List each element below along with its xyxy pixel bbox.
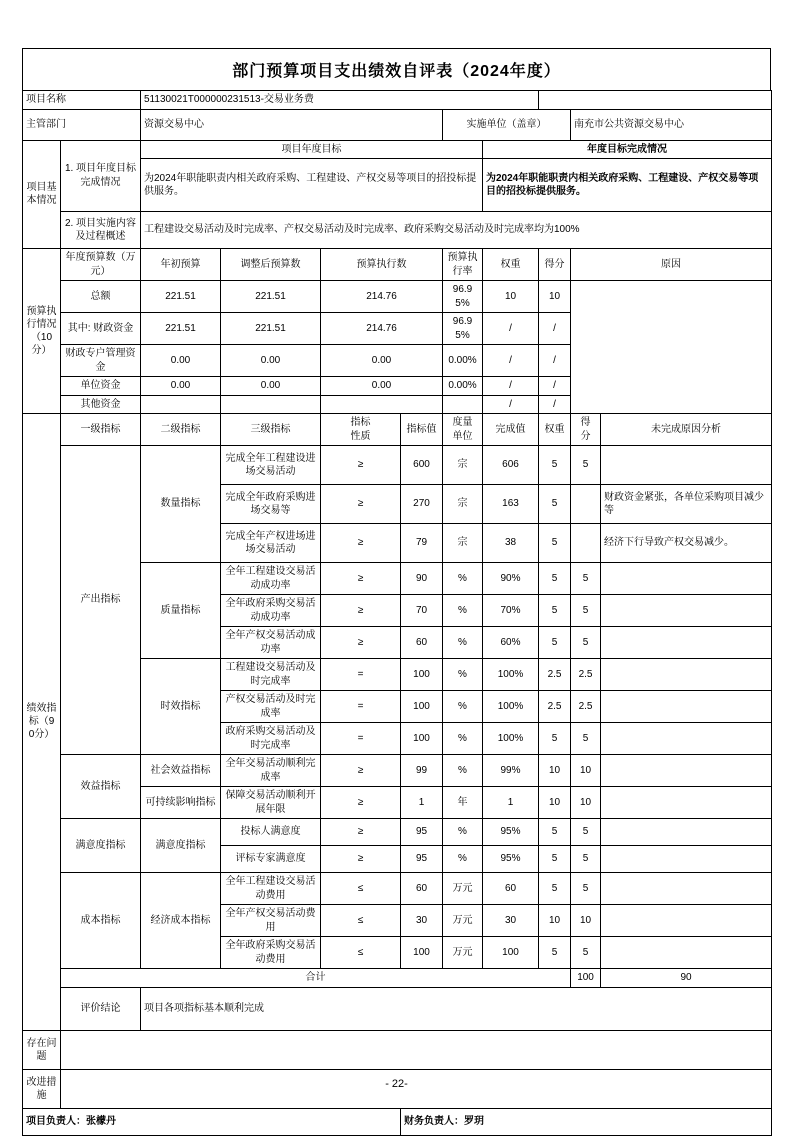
perf-target: 100: [401, 691, 443, 723]
perf-note: [601, 627, 772, 659]
goal-header: 项目年度目标: [141, 140, 483, 159]
budget-section-label: [23, 249, 61, 414]
perf-actual: 95%: [483, 846, 539, 873]
perf-score: 5: [571, 723, 601, 755]
budget-row-weight: /: [483, 377, 539, 396]
table-row-conclusion: [23, 987, 772, 1030]
conclusion-label: [61, 987, 141, 1030]
perf-level3: 全年政府采购交易活动费用: [221, 937, 321, 969]
perf-score: 5: [571, 819, 601, 846]
perf-weight: 5: [539, 937, 571, 969]
perf-level1: 产出指标: [61, 446, 141, 755]
budget-row-adjusted: 221.51: [221, 281, 321, 313]
perf-target: 100: [401, 659, 443, 691]
budget-row-rate: 0.00%: [443, 377, 483, 396]
perf-nature: ≥: [321, 446, 401, 485]
dept-label: 主管部门: [23, 109, 141, 140]
perf-col-score: 得 分: [571, 414, 601, 446]
table-row-perf: [23, 446, 772, 485]
budget-row-name: 其中: 财政资金: [61, 313, 141, 345]
perf-nature: ≤: [321, 937, 401, 969]
budget-col-rate: 预算执行率: [443, 249, 483, 281]
perf-col-level1: 一级指标: [61, 414, 141, 446]
completion-header: 年度目标完成情况: [483, 140, 772, 159]
perf-level3: 全年产权交易活动费用: [221, 905, 321, 937]
perf-target: 79: [401, 524, 443, 563]
perf-level3: 完成全年产权进场进场交易活动: [221, 524, 321, 563]
perf-level2: 质量指标: [141, 563, 221, 659]
goal-item2-label: 2. 项目实施内容及过程概述: [61, 212, 141, 249]
budget-row-initial: 0.00: [141, 345, 221, 377]
issues-label: [23, 1030, 61, 1069]
budget-row-weight: /: [483, 313, 539, 345]
table-row-department: [23, 109, 772, 140]
finance-leader: 财务负责人：罗玥: [401, 1108, 772, 1135]
perf-level3: 全年政府采购交易活动成功率: [221, 595, 321, 627]
budget-row-rate: 0.00%: [443, 345, 483, 377]
perf-actual: 90%: [483, 563, 539, 595]
perf-nature: ≥: [321, 595, 401, 627]
budget-col-adjusted: 调整后预算数: [221, 249, 321, 281]
perf-score: 5: [571, 937, 601, 969]
performance-section-label-text: 绩效指标（90分）: [26, 703, 57, 741]
perf-nature: =: [321, 723, 401, 755]
perf-score: 5: [571, 563, 601, 595]
performance-section-label: [23, 414, 61, 1031]
perf-note: [601, 595, 772, 627]
perf-actual: 163: [483, 485, 539, 524]
budget-row-adjusted: [221, 395, 321, 414]
perf-col-target: 指标值: [401, 414, 443, 446]
budget-row-initial: 221.51: [141, 281, 221, 313]
perf-actual: 100%: [483, 723, 539, 755]
issues-value: [61, 1030, 772, 1069]
budget-col-weight: 权重: [483, 249, 539, 281]
perf-weight: 5: [539, 595, 571, 627]
perf-weight: 10: [539, 755, 571, 787]
perf-level2: 可持续影响指标: [141, 787, 221, 819]
perf-level3: 评标专家满意度: [221, 846, 321, 873]
perf-level3: 全年产权交易活动成功率: [221, 627, 321, 659]
project-name-blank: [539, 91, 772, 110]
perf-nature: ≥: [321, 755, 401, 787]
perf-score: 10: [571, 905, 601, 937]
perf-level3: 完成全年工程建设进场交易活动: [221, 446, 321, 485]
budget-row-weight: /: [483, 345, 539, 377]
budget-row-name: 总额: [61, 281, 141, 313]
perf-note: [601, 846, 772, 873]
total-weight: 100: [571, 969, 601, 988]
perf-note: [601, 723, 772, 755]
perf-level3: 保障交易活动顺利开展年限: [221, 787, 321, 819]
perf-col-unit: 度量 单位: [443, 414, 483, 446]
perf-unit: %: [443, 595, 483, 627]
basic-section-label-text: 项目基本情况: [26, 182, 57, 207]
perf-nature: ≥: [321, 563, 401, 595]
perf-nature: ≥: [321, 846, 401, 873]
table-row-issues: [23, 1030, 772, 1069]
perf-score: 2.5: [571, 659, 601, 691]
budget-row-initial: [141, 395, 221, 414]
project-leader: 项目负责人：张檬丹: [23, 1108, 401, 1135]
budget-row-score: 10: [539, 281, 571, 313]
perf-unit: 年: [443, 787, 483, 819]
perf-level3: 全年交易活动顺利完成率: [221, 755, 321, 787]
perf-target: 95: [401, 819, 443, 846]
perf-actual: 100: [483, 937, 539, 969]
page-title: 部门预算项目支出绩效自评表（2024年度）: [22, 48, 771, 90]
perf-nature: ≥: [321, 787, 401, 819]
perf-target: 95: [401, 846, 443, 873]
perf-unit: %: [443, 691, 483, 723]
table-row-perf: [23, 873, 772, 905]
budget-row-executed: [321, 395, 443, 414]
perf-unit: 万元: [443, 937, 483, 969]
perf-col-actual: 完成值: [483, 414, 539, 446]
budget-col-initial: 年初预算: [141, 249, 221, 281]
budget-row-score: /: [539, 395, 571, 414]
budget-row-score: /: [539, 313, 571, 345]
perf-actual: 1: [483, 787, 539, 819]
perf-level2: 数量指标: [141, 446, 221, 563]
table-row-budget-total: [23, 281, 772, 313]
perf-note: [601, 563, 772, 595]
perf-target: 90: [401, 563, 443, 595]
project-name-value: 51130021T000000231513-交易业务费: [141, 91, 539, 110]
perf-level3: 政府采购交易活动及时完成率: [221, 723, 321, 755]
perf-weight: 5: [539, 873, 571, 905]
perf-unit: 宗: [443, 446, 483, 485]
budget-row-name: 其他资金: [61, 395, 141, 414]
perf-level1: 成本指标: [61, 873, 141, 969]
perf-target: 600: [401, 446, 443, 485]
perf-level3: 全年工程建设交易活动费用: [221, 873, 321, 905]
perf-target: 100: [401, 723, 443, 755]
completion-item1-text: 为2024年职能职责内相关政府采购、工程建设、产权交易等项目的招投标提供服务。: [483, 159, 772, 212]
perf-weight: 2.5: [539, 691, 571, 723]
perf-score: 5: [571, 846, 601, 873]
perf-unit: 宗: [443, 524, 483, 563]
budget-col-score: 得分: [539, 249, 571, 281]
perf-target: 30: [401, 905, 443, 937]
perf-weight: 5: [539, 819, 571, 846]
budget-row-score: /: [539, 345, 571, 377]
perf-col-level2: 二级指标: [141, 414, 221, 446]
perf-note: [601, 755, 772, 787]
conclusion-value: 项目各项指标基本顺利完成: [141, 987, 772, 1030]
table-row-goal-header: [23, 140, 772, 159]
perf-actual: 99%: [483, 755, 539, 787]
budget-row-adjusted: 221.51: [221, 313, 321, 345]
perf-score: 5: [571, 873, 601, 905]
budget-col-executed: 预算执行数: [321, 249, 443, 281]
perf-level3: 完成全年政府采购进场交易等: [221, 485, 321, 524]
perf-note: [601, 819, 772, 846]
perf-col-level3: 三级指标: [221, 414, 321, 446]
report-table: [22, 90, 772, 1136]
unit-value: 南充市公共资源交易中心: [571, 109, 772, 140]
perf-unit: 万元: [443, 873, 483, 905]
perf-nature: =: [321, 659, 401, 691]
budget-year-col-label: 年度预算数（万元）: [61, 249, 141, 281]
perf-note: [601, 659, 772, 691]
perf-weight: 5: [539, 846, 571, 873]
budget-col-reason: 原因: [571, 249, 772, 281]
perf-level2: 满意度指标: [141, 819, 221, 873]
perf-actual: 100%: [483, 691, 539, 723]
perf-nature: ≤: [321, 873, 401, 905]
goal-item2-text: 工程建设交易活动及时完成率、产权交易活动及时完成率、政府采购交易活动及时完成率均为100%: [141, 212, 772, 249]
perf-actual: 95%: [483, 819, 539, 846]
budget-row-initial: 221.51: [141, 313, 221, 345]
table-row-perf: [23, 819, 772, 846]
perf-unit: %: [443, 846, 483, 873]
perf-target: 270: [401, 485, 443, 524]
perf-nature: =: [321, 691, 401, 723]
perf-note: [601, 905, 772, 937]
perf-score: [571, 524, 601, 563]
budget-row-executed: 0.00: [321, 377, 443, 396]
perf-note: [601, 873, 772, 905]
perf-score: [571, 485, 601, 524]
unit-label: 实施单位（盖章）: [443, 109, 571, 140]
perf-actual: 38: [483, 524, 539, 563]
budget-row-weight: 10: [483, 281, 539, 313]
budget-row-initial: 0.00: [141, 377, 221, 396]
budget-row-executed: 214.76: [321, 313, 443, 345]
perf-weight: 10: [539, 787, 571, 819]
perf-col-note: 未完成原因分析: [601, 414, 772, 446]
budget-row-rate: 96.95%: [443, 313, 483, 345]
perf-note: 财政资金紧张，各单位采购项目减少等: [601, 485, 772, 524]
issues-label-text: 存在问题: [26, 1037, 57, 1062]
table-row-project-name: [23, 91, 772, 110]
perf-target: 70: [401, 595, 443, 627]
table-row-perf: [23, 755, 772, 787]
perf-level1: 满意度指标: [61, 819, 141, 873]
perf-nature: ≥: [321, 485, 401, 524]
perf-target: 100: [401, 937, 443, 969]
perf-col-nature: 指标 性质: [321, 414, 401, 446]
perf-note: [601, 691, 772, 723]
perf-note: 经济下行导致产权交易减少。: [601, 524, 772, 563]
perf-score: 2.5: [571, 691, 601, 723]
perf-actual: 606: [483, 446, 539, 485]
perf-actual: 70%: [483, 595, 539, 627]
perf-weight: 5: [539, 563, 571, 595]
perf-note: [601, 446, 772, 485]
perf-unit: %: [443, 563, 483, 595]
perf-level2: 时效指标: [141, 659, 221, 755]
perf-note: [601, 787, 772, 819]
perf-level3: 产权交易活动及时完成率: [221, 691, 321, 723]
perf-weight: 5: [539, 446, 571, 485]
perf-score: 5: [571, 446, 601, 485]
perf-nature: ≥: [321, 819, 401, 846]
goal-item1-label: 1. 项目年度目标完成情况: [61, 140, 141, 212]
perf-actual: 60: [483, 873, 539, 905]
page-number: - 22-: [385, 1078, 408, 1090]
perf-nature: ≥: [321, 524, 401, 563]
budget-row-score: /: [539, 377, 571, 396]
perf-actual: 60%: [483, 627, 539, 659]
project-name-label: 项目名称: [23, 91, 141, 110]
perf-target: 60: [401, 627, 443, 659]
perf-note: [601, 937, 772, 969]
perf-unit: %: [443, 819, 483, 846]
perf-score: 10: [571, 755, 601, 787]
budget-row-adjusted: 0.00: [221, 377, 321, 396]
budget-row-adjusted: 0.00: [221, 345, 321, 377]
perf-target: 60: [401, 873, 443, 905]
perf-weight: 5: [539, 524, 571, 563]
improve-label-text: 改进措施: [26, 1076, 57, 1101]
total-score: 90: [601, 969, 772, 988]
table-row-performance-header: [23, 414, 772, 446]
perf-unit: %: [443, 659, 483, 691]
perf-score: 5: [571, 627, 601, 659]
perf-weight: 10: [539, 905, 571, 937]
dept-value: 资源交易中心: [141, 109, 443, 140]
budget-row-executed: 0.00: [321, 345, 443, 377]
perf-nature: ≥: [321, 627, 401, 659]
budget-row-name: 单位资金: [61, 377, 141, 396]
perf-unit: %: [443, 627, 483, 659]
budget-row-rate: [443, 395, 483, 414]
report-sheet: [22, 48, 771, 1136]
perf-unit: 万元: [443, 905, 483, 937]
perf-target: 99: [401, 755, 443, 787]
perf-level2: 经济成本指标: [141, 873, 221, 969]
perf-unit: %: [443, 723, 483, 755]
table-row-budget-header: [23, 249, 772, 281]
perf-target: 1: [401, 787, 443, 819]
perf-weight: 5: [539, 723, 571, 755]
budget-row-name: 财政专户管理资金: [61, 345, 141, 377]
perf-actual: 100%: [483, 659, 539, 691]
table-row-goal-process: [23, 212, 772, 249]
perf-score: 10: [571, 787, 601, 819]
perf-weight: 2.5: [539, 659, 571, 691]
perf-score: 5: [571, 595, 601, 627]
perf-level2: 社会效益指标: [141, 755, 221, 787]
budget-row-weight: /: [483, 395, 539, 414]
perf-unit: %: [443, 755, 483, 787]
perf-unit: 宗: [443, 485, 483, 524]
goal-item1-text: 为2024年职能职责内相关政府采购、工程建设、产权交易等项目的招投标提供服务。: [141, 159, 483, 212]
perf-level3: 投标人满意度: [221, 819, 321, 846]
table-row-total: [23, 969, 772, 988]
perf-nature: ≤: [321, 905, 401, 937]
budget-row-reason: [571, 281, 772, 414]
perf-level1: 效益指标: [61, 755, 141, 819]
perf-weight: 5: [539, 485, 571, 524]
budget-section-label-text: 预算执行情况（10分）: [26, 306, 57, 356]
perf-actual: 30: [483, 905, 539, 937]
perf-level3: 工程建设交易活动及时完成率: [221, 659, 321, 691]
budget-row-rate: 96.95%: [443, 281, 483, 313]
conclusion-label-text: 评价结论: [80, 1003, 121, 1014]
basic-section-label: [23, 140, 61, 249]
total-label: 合计: [61, 969, 571, 988]
perf-weight: 5: [539, 627, 571, 659]
perf-level3: 全年工程建设交易活动成功率: [221, 563, 321, 595]
budget-row-executed: 214.76: [321, 281, 443, 313]
perf-col-weight: 权重: [539, 414, 571, 446]
